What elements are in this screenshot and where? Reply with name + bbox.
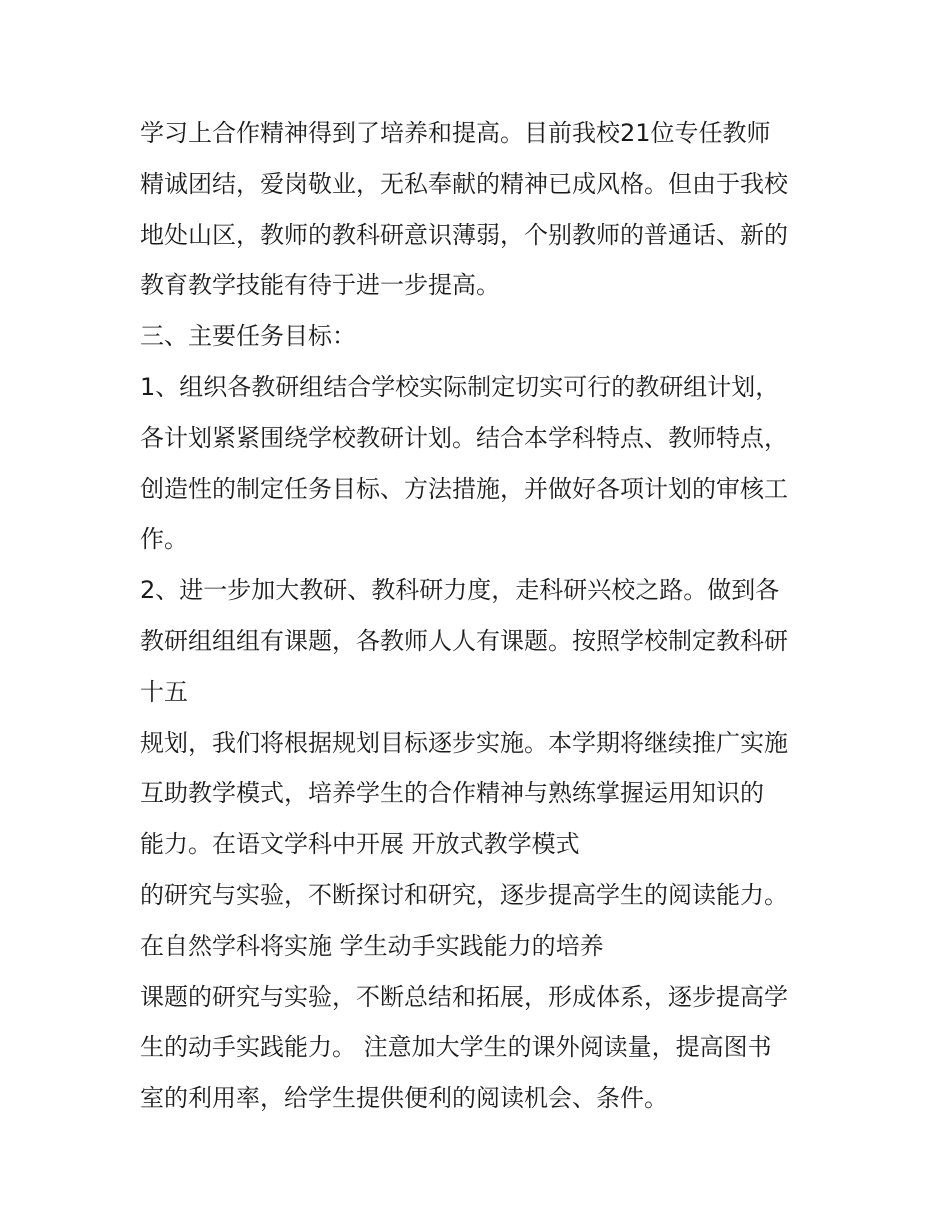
text-line: 在自然学科将实施 学生动手实践能力的培养 xyxy=(140,931,604,960)
text-line: 十五 xyxy=(140,677,188,706)
text-line: 各计划紧紧围绕学校教研计划。结合本学科特点、教师特点， xyxy=(140,423,788,452)
text-line: 创造性的制定任务目标、方法措施，并做好各项计划的审核工 xyxy=(140,474,788,503)
text-line: 互助教学模式，培养学生的合作精神与熟练掌握运用知识的 xyxy=(140,779,764,808)
text-line: 学习上合作精神得到了培养和提高。目前我校21位专任教师 xyxy=(140,119,771,147)
text-line: 2、进一步加大教研、教科研力度，走科研兴校之路。做到各 xyxy=(140,576,780,605)
text-line: 作。 xyxy=(140,525,188,554)
document-body xyxy=(140,108,830,1124)
text-line: 的研究与实验，不断探讨和研究，逐步提高学生的阅读能力。 xyxy=(140,880,788,909)
text-line: 室的利用率，给学生提供便利的阅读机会、条件。 xyxy=(140,1084,668,1113)
text-line: 能力。在语文学科中开展 开放式教学模式 xyxy=(140,830,580,859)
text-line: 教研组组组有课题，各教师人人有课题。按照学校制定教科研 xyxy=(140,626,788,655)
text-line: 生的动手实践能力。 注意加大学生的课外阅读量，提高图书 xyxy=(140,1033,772,1062)
text-line: 精诚团结，爱岗敬业，无私奉献的精神已成风格。但由于我校 xyxy=(140,169,788,198)
text-line: 规划，我们将根据规划目标逐步实施。本学期将继续推广实施 xyxy=(140,728,788,757)
text-line: 1、组织各教研组结合学校实际制定切实可行的教研组计划， xyxy=(140,372,780,401)
section-heading: 三、主要任务目标： xyxy=(140,322,356,351)
text-line: 地处山区，教师的教科研意识薄弱，个别教师的普通话、新的 xyxy=(140,220,788,249)
text-line: 教育教学技能有待于进一步提高。 xyxy=(140,271,500,300)
text-line: 课题的研究与实验，不断总结和拓展，形成体系，逐步提高学 xyxy=(140,982,788,1011)
